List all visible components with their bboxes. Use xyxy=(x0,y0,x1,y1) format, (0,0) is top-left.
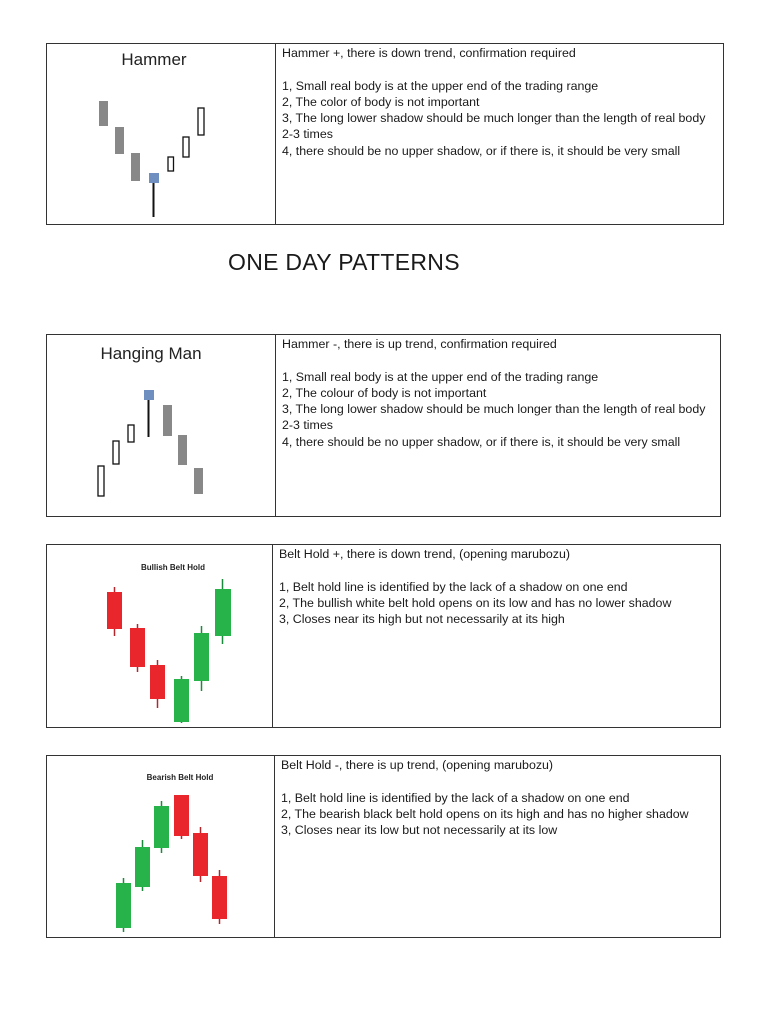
pattern-point: 3, The long lower shadow should be much longer than the length of real body 2-3 times xyxy=(282,111,706,142)
pattern-card-hanging-man xyxy=(46,334,721,517)
candle-red-3 xyxy=(212,876,227,919)
pattern-point: 1, Belt hold line is identified by the lack of a shadow on one end xyxy=(279,579,628,594)
pattern-point: 4, there should be no upper shadow, or if there is, it should be very small xyxy=(282,143,681,158)
candle-gray-2 xyxy=(115,127,124,154)
candle-red-3 xyxy=(150,665,165,699)
bullish-belt-hold-description xyxy=(273,545,720,727)
candle-hollow-2 xyxy=(183,137,189,157)
candle-gray-3 xyxy=(131,153,140,181)
bearish-belt-hold-description xyxy=(275,756,720,937)
pattern-point: 2, The color of body is not important xyxy=(282,94,480,109)
pattern-point: 2, The colour of body is not important xyxy=(282,385,487,400)
bearish-belt-hold-chart-image xyxy=(47,756,275,937)
pattern-card-bullish-belt-hold xyxy=(46,544,721,728)
candle-hollow-1 xyxy=(98,466,104,496)
hanging-man-body xyxy=(144,390,154,400)
bullish-belt-hold-chart-image xyxy=(47,545,273,727)
candle-red-2 xyxy=(130,628,145,667)
hammer-description xyxy=(276,44,723,224)
candle-red-2 xyxy=(193,833,208,876)
candle-red-belt-hold xyxy=(174,795,189,836)
pattern-card-hammer xyxy=(46,43,724,225)
hanging-man-chart-image xyxy=(47,335,276,516)
pattern-title: Hammer +, there is down trend, confirmation required xyxy=(282,46,576,60)
candle-hollow-3 xyxy=(128,425,134,442)
pattern-title: Belt Hold -, there is up trend, (opening marubozu) xyxy=(281,758,554,772)
pattern-card-bearish-belt-hold xyxy=(46,755,721,938)
candle-green-1 xyxy=(116,883,131,928)
section-heading: ONE DAY PATTERNS xyxy=(228,249,460,275)
pattern-point: 3, The long lower shadow should be much longer than the length of real body 2-3 times xyxy=(282,402,706,433)
hanging-man-chart-title: Hanging Man xyxy=(100,344,202,363)
pattern-point: 1, Small real body is at the upper end of the trading range xyxy=(282,78,599,93)
bullish-belt-hold-chart-title: Bullish Belt Hold xyxy=(141,563,205,572)
pattern-point: 2, The bullish white belt hold opens on its low and has no lower shadow xyxy=(279,595,672,610)
hammer-chart-image xyxy=(47,44,276,224)
candle-green-belt-hold xyxy=(174,679,189,722)
hanging-man-description xyxy=(276,335,720,516)
pattern-title: Belt Hold +, there is down trend, (opening marubozu) xyxy=(279,547,570,561)
candle-red-1 xyxy=(107,592,122,629)
pattern-point: 1, Belt hold line is identified by the lack of a shadow on one end xyxy=(281,790,630,805)
candle-hollow-3 xyxy=(198,108,204,135)
pattern-point: 2, The bearish black belt hold opens on its high and has no higher shadow xyxy=(281,806,689,821)
candle-hollow-2 xyxy=(113,441,119,464)
candle-green-2 xyxy=(135,847,150,887)
pattern-point: 1, Small real body is at the upper end of the trading range xyxy=(282,369,599,384)
candle-hollow-1 xyxy=(168,157,174,171)
candle-green-2 xyxy=(194,633,209,681)
candle-green-3 xyxy=(154,806,169,848)
pattern-point: 3, Closes near its high but not necessarily at its high xyxy=(279,612,565,627)
pattern-point: 4, there should be no upper shadow, or if there is, it should be very small xyxy=(282,434,681,449)
candle-gray-2 xyxy=(178,435,187,465)
candle-gray-1 xyxy=(99,101,108,126)
hammer-chart-title: Hammer xyxy=(121,50,187,69)
candle-gray-1 xyxy=(163,405,172,436)
bearish-belt-hold-chart-title: Bearish Belt Hold xyxy=(146,773,214,782)
hammer-body xyxy=(149,173,159,183)
candle-gray-3 xyxy=(194,468,203,494)
pattern-title: Hammer -, there is up trend, confirmation required xyxy=(282,337,557,351)
candle-green-3 xyxy=(215,589,231,636)
pattern-point: 3, Closes near its low but not necessarily at its low xyxy=(281,823,558,838)
